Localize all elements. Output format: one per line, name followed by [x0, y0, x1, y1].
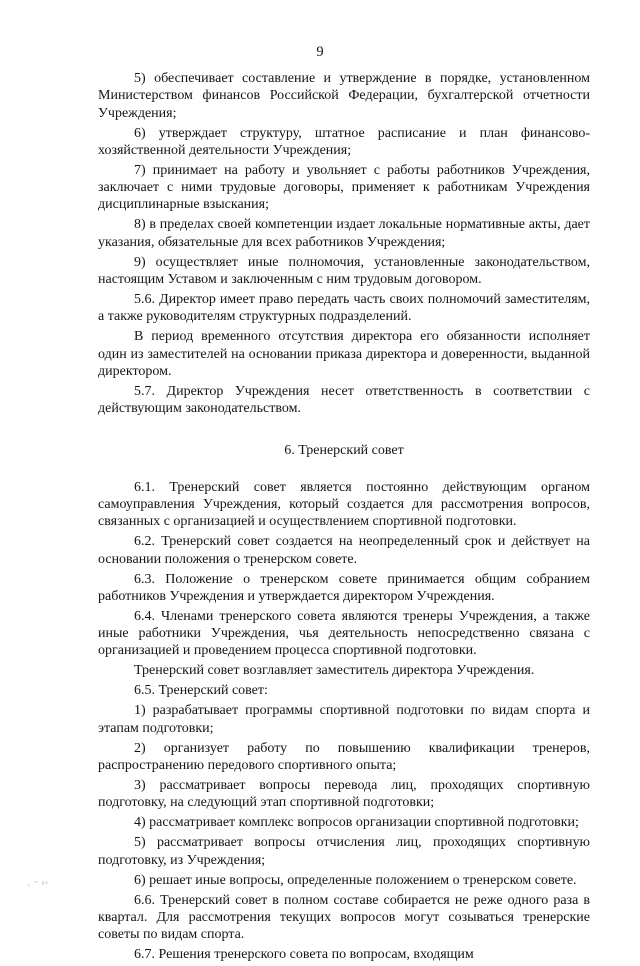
paragraph: 5.6. Директор имеет право передать часть своих полномочий заместителям, а также руководителям структурных подразделений. — [98, 292, 590, 325]
paragraph: В период временного отсутствия директора его обязанности исполняет один из заместителей на основании приказа директора и доверенности, выданной директором. — [98, 329, 590, 379]
list-item: 3) рассматривает вопросы перевода лиц, проходящих спортивную подготовку, на следующий этап спортивной подготовки; — [98, 778, 590, 811]
section-heading: 6. Тренерский совет — [284, 443, 404, 459]
paragraph: Тренерский совет возглавляет заместитель директора Учреждения. — [134, 663, 535, 679]
paragraph: 6.7. Решения тренерского совета по вопросам, входящим — [134, 947, 474, 963]
paragraph: 6.3. Положение о тренерском совете принимается общим собранием работников Учреждения и утверждается директором Учреждения. — [98, 571, 590, 604]
paragraph: 7) принимает на работу и увольняет с работы работников Учреждения, заключает с ними трудовые договоры, применяет к работникам Учреждения дисциплинарные взыскания; — [98, 162, 590, 213]
document-body — [98, 70, 590, 966]
paragraph: 5.7. Директор Учреждения несет ответственность в соответствии с действующим законодательством. — [98, 383, 590, 417]
paragraph: 9) осуществляет иные полномочия, установленные законодательством, настоящим Уставом и заключенным с ним трудовым договором. — [98, 254, 590, 288]
list-item: 4) рассматривает комплекс вопросов организации спортивной подготовки; — [134, 815, 579, 831]
paragraph: 5) обеспечивает составление и утверждение в порядке, установленном Министерством финансов Российской Федерации, бухгалтерской отчетности Учреждения; — [98, 71, 590, 121]
page-number: 9 — [316, 44, 324, 60]
paragraph: 6.1. Тренерский совет является постоянно действующим органом самоуправления Учреждения, который создается для рассмотрения вопросов, связанных с организацией и осуществлением спортивной подготовки. — [98, 479, 590, 530]
list-item: 1) разрабатывает программы спортивной подготовки по видам спорта и этапам подготовки; — [98, 703, 590, 736]
paragraph: 6.5. Тренерский совет: — [134, 683, 268, 699]
paragraph: 6.4. Членами тренерского совета являются тренеры Учреждения, а также иные работники Учреждения, чья деятельность непосредственно связана с организацией и проведением процесса спортивной подготовки. — [98, 608, 590, 659]
list-item: 6) решает иные вопросы, определенные положением о тренерском совете. — [134, 872, 577, 888]
paragraph: 6.6. Тренерский совет в полном составе собирается не реже одного раза в квартал. Для рассмотрения текущих вопросов могут созываться тренерские советы по видам спорта. — [98, 892, 590, 943]
list-item: 5) рассматривает вопросы отчисления лиц, проходящих спортивную подготовку, из Учреждения; — [98, 835, 590, 868]
list-item: 2) организует работу по повышению квалификации тренеров, распространению передового спортивного опыта; — [98, 740, 590, 774]
paragraph: 6.2. Тренерский совет создается на неопределенный срок и действует на основании положения о тренерском совете. — [98, 534, 590, 567]
paragraph: 8) в пределах своей компетенции издает локальные нормативные акты, дает указания, обязательные для всех работников Учреждения; — [98, 217, 590, 250]
scan-footer-mark: ᵣ ⁼ ᵖˣ — [28, 879, 49, 888]
paragraph: 6) утверждает структуру, штатное расписание и план финансово-хозяйственной деятельности Учреждения; — [98, 125, 590, 158]
